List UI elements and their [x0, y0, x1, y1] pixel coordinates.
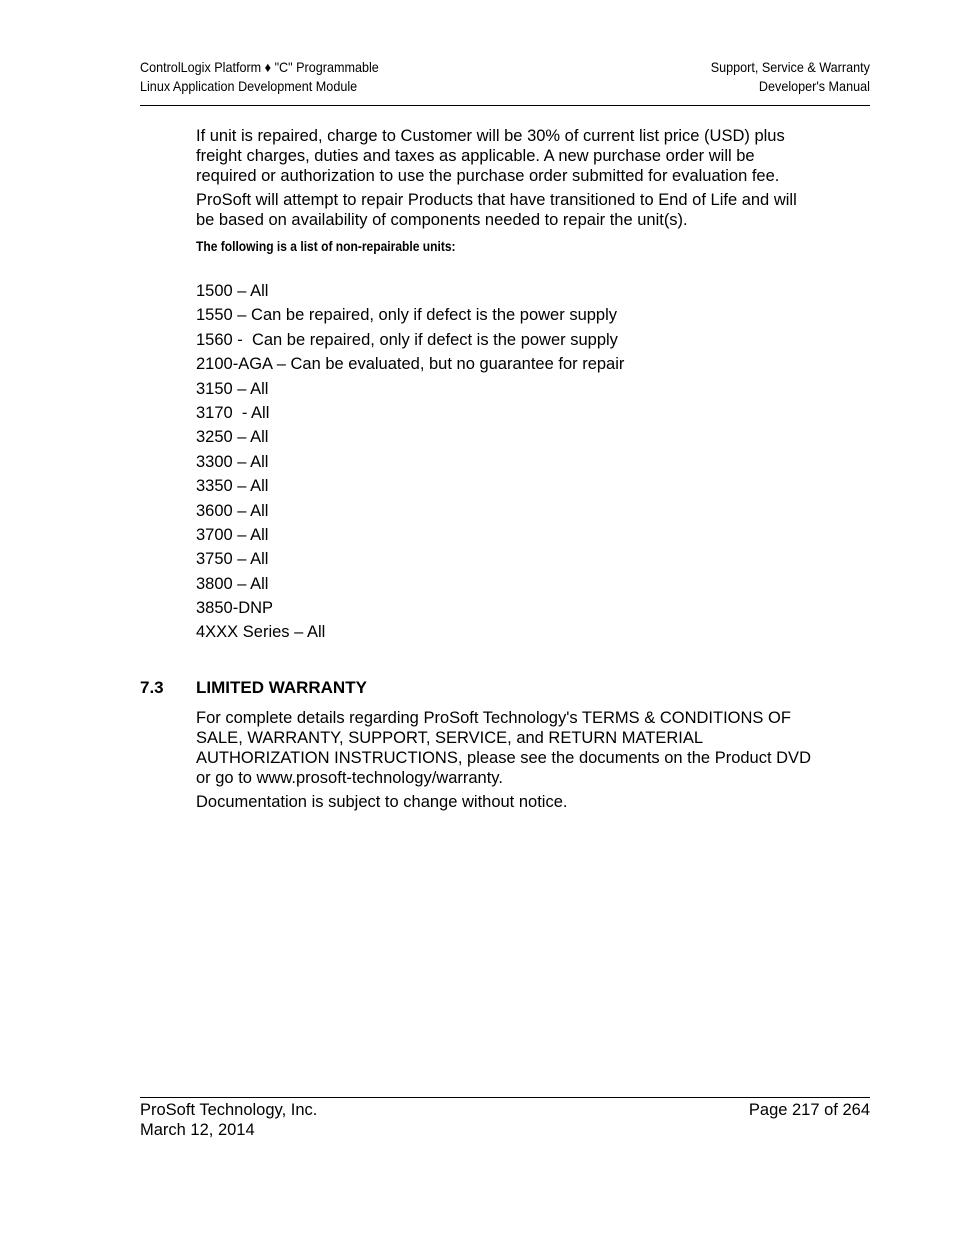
list-item: 3700 – All	[196, 525, 269, 544]
header-product-title: ControlLogix Platform ♦ "C" Programmable	[140, 59, 379, 75]
footer-page-number: Page 217 of 264	[748, 1101, 870, 1119]
repair-charge-paragraph: If unit is repaired, charge to Customer will be 30% of current list price (USD) plus freight charges, duties and taxes as applicable. A new purchase order will be required or authorization to use the purchase order submitted for evaluation fee.	[196, 127, 785, 185]
list-item: 2100-AGA – Can be evaluated, but no guarantee for repair	[196, 355, 625, 374]
footer-left	[140, 1100, 317, 1140]
non-repairable-heading: The following is a list of non-repairable units:	[196, 238, 456, 254]
header-product-subtitle: Linux Application Development Module	[140, 78, 358, 94]
list-item: 3250 – All	[196, 428, 269, 447]
header-manual-name: Developer's Manual	[759, 78, 870, 94]
page-header	[140, 56, 870, 106]
list-item: 3170 - All	[196, 403, 270, 422]
footer-company: ProSoft Technology, Inc.	[140, 1101, 318, 1119]
list-item: 3600 – All	[196, 501, 269, 520]
non-repairable-unit-list	[196, 281, 624, 647]
list-item: 3800 – All	[196, 574, 269, 593]
list-item: 3150 – All	[196, 379, 269, 398]
list-item: 1560 - Can be repaired, only if defect is the power supply	[196, 330, 618, 349]
list-item: 1500 – All	[196, 282, 269, 300]
list-item: 3850-DNP	[196, 599, 274, 618]
list-item: 3350 – All	[196, 477, 269, 496]
list-item: 4XXX Series – All	[196, 623, 326, 642]
warranty-details-paragraph: For complete details regarding ProSoft Technology's TERMS & CONDITIONS OF SALE, WARRANTY, SUPPORT, SERVICE, and RETURN MATERIAL AUTHORIZATION INSTRUCTIONS, please see the documents on the Product DVD or go to www.prosoft-technology/warranty.	[196, 709, 811, 787]
list-item: 3750 – All	[196, 550, 269, 569]
footer-date: March 12, 2014	[140, 1121, 255, 1139]
list-item: 3300 – All	[196, 452, 269, 471]
end-of-life-paragraph: ProSoft will attempt to repair Products that have transitioned to End of Life and will be based on availability of components needed to repair the unit(s).	[196, 191, 797, 229]
header-chapter-title: Support, Service & Warranty	[710, 59, 870, 75]
change-notice-paragraph: Documentation is subject to change without notice.	[196, 793, 568, 811]
list-item: 1550 – Can be repaired, only if defect is the power supply	[196, 306, 618, 325]
page-footer	[140, 1097, 870, 1148]
section-title: LIMITED WARRANTY	[196, 678, 367, 697]
header-right	[711, 58, 870, 96]
section-number: 7.3	[140, 678, 164, 697]
header-left	[140, 58, 379, 96]
